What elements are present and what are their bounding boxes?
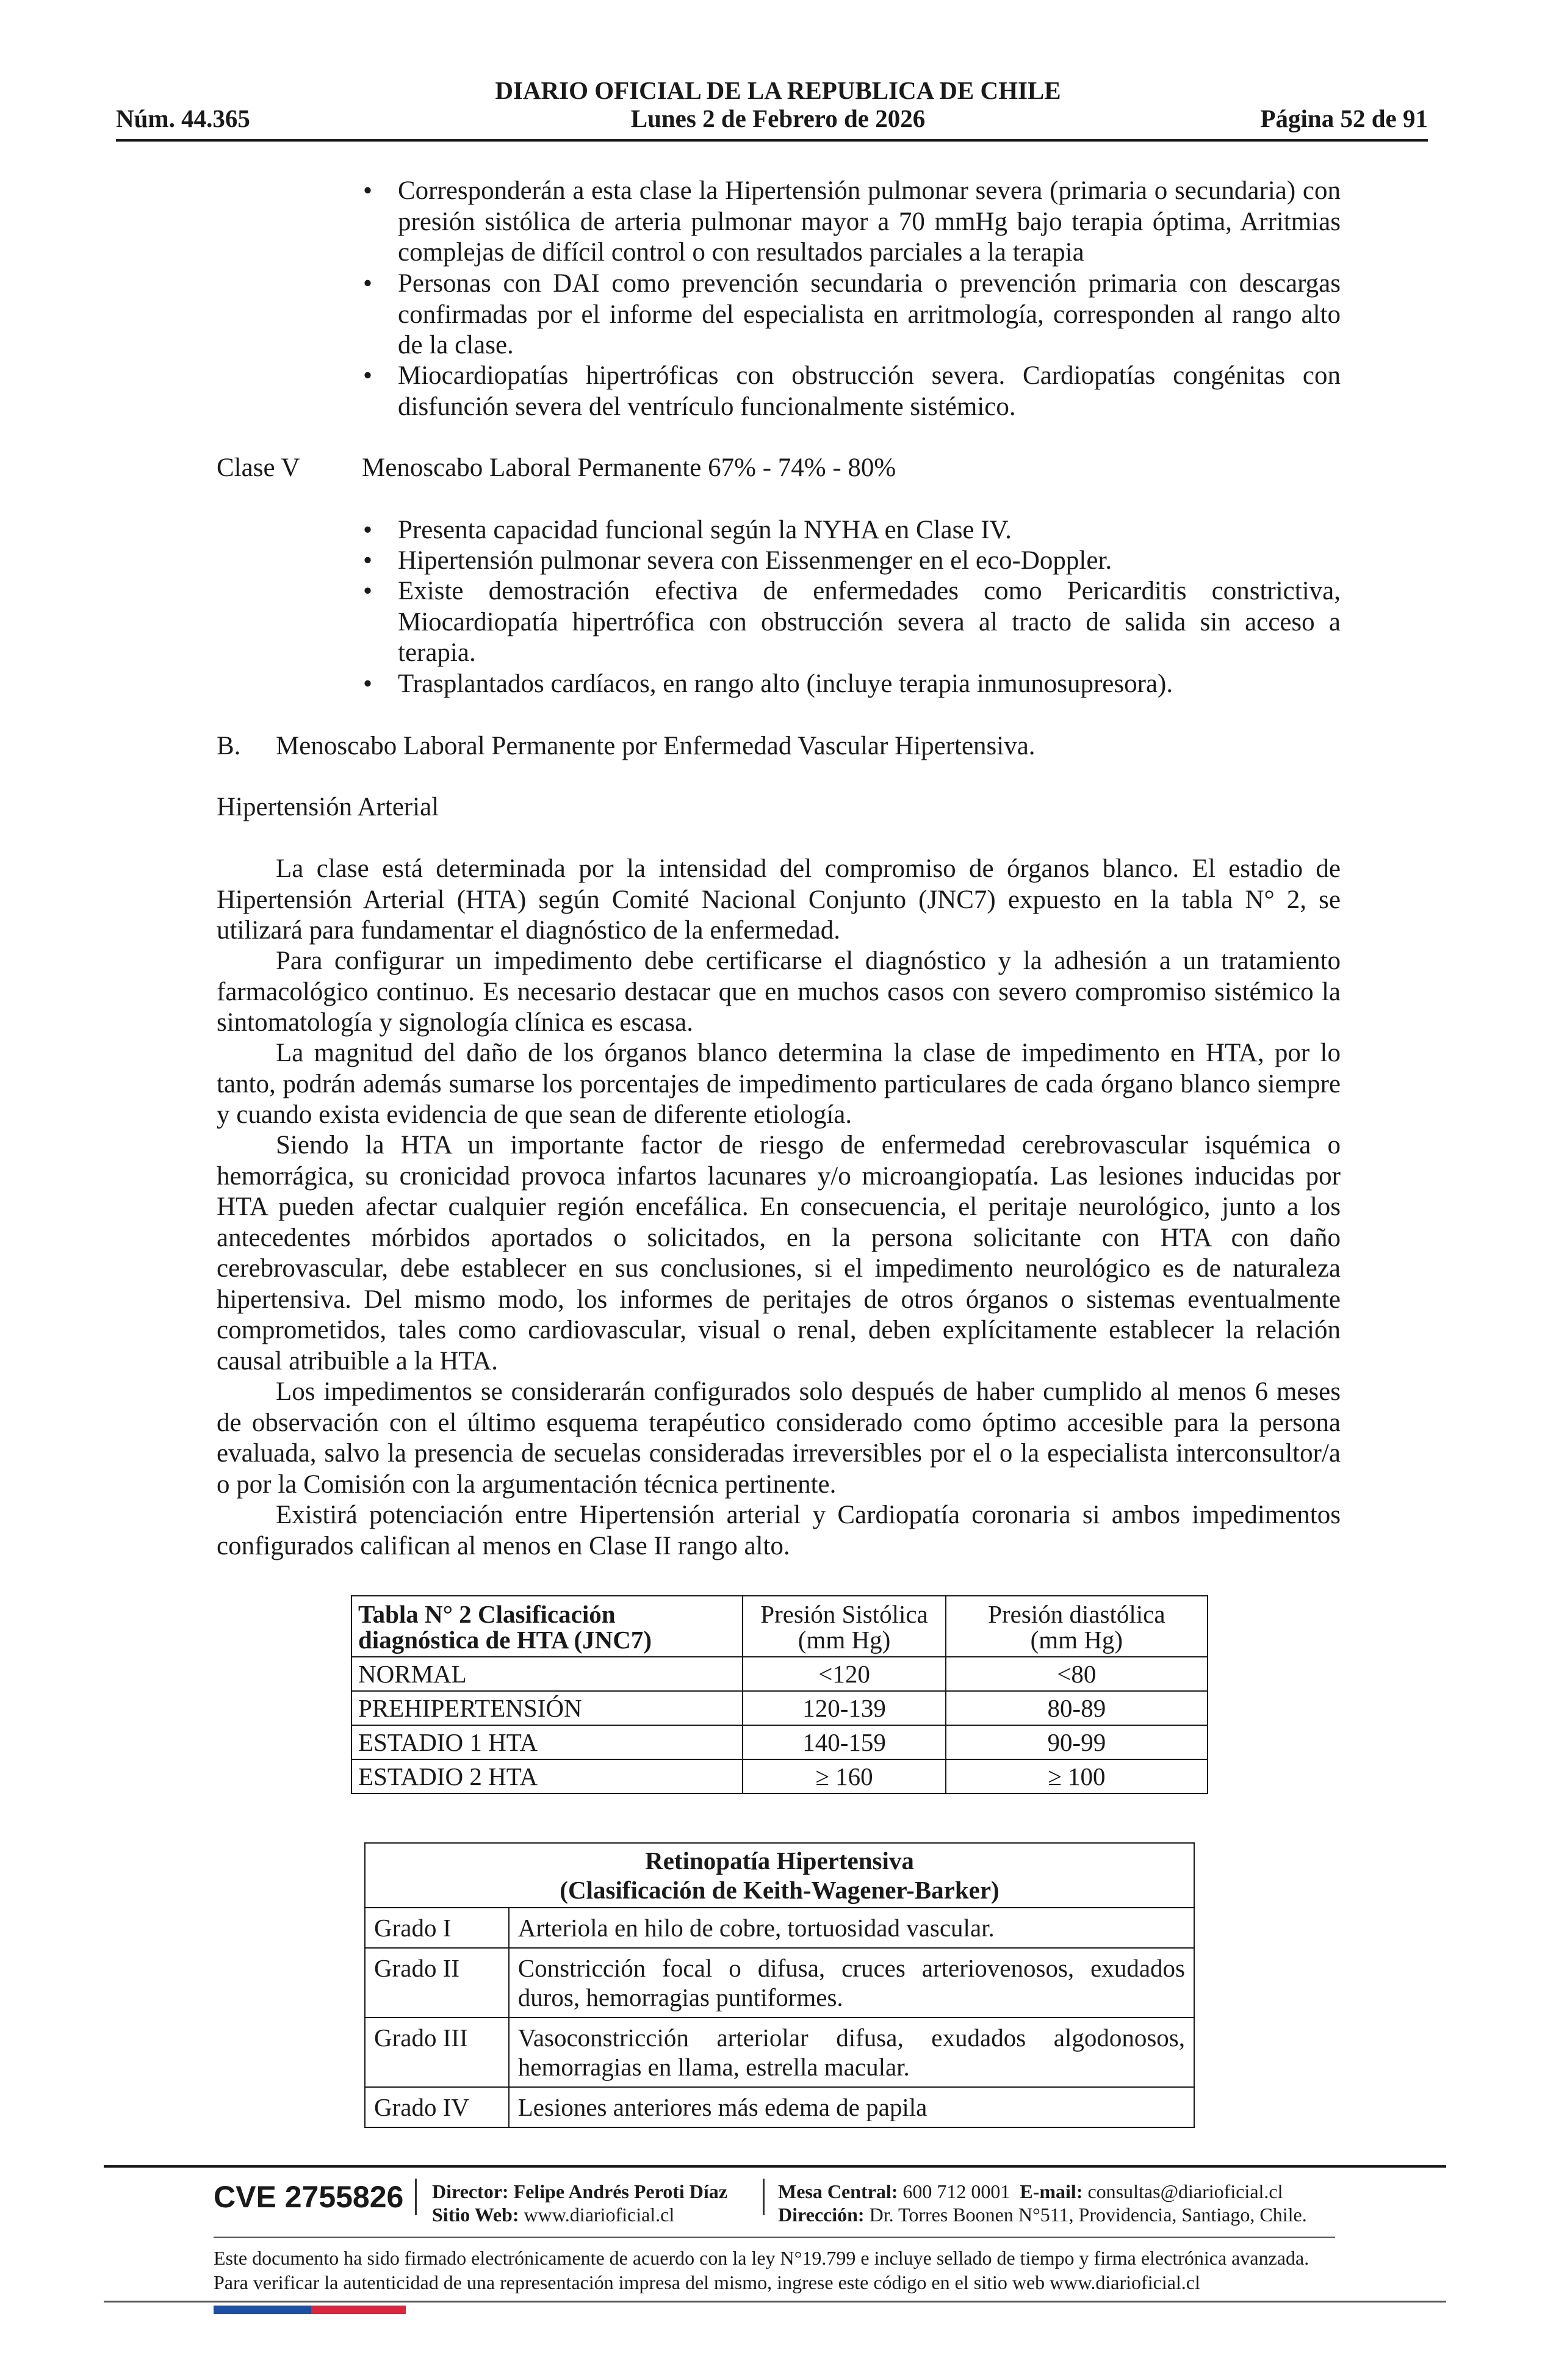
table3-title-cell: [365, 1843, 1194, 1908]
description-cell: Constricción focal o difusa, cruces arteriovenosos, exudados duros, hemorragias puntiformes.: [509, 1948, 1194, 2018]
grade-cell: Grado II: [365, 1948, 509, 2018]
page-number: Página 52 de 91: [1260, 104, 1428, 132]
email-link[interactable]: consultas@diarioficial.cl: [1087, 2180, 1283, 2202]
category-cell: ESTADIO 2 HTA: [351, 1759, 743, 1794]
subheading: Hipertensión Arterial: [217, 793, 439, 821]
publication-title: DIARIO OFICIAL DE LA REPUBLICA DE CHILE: [495, 76, 1061, 104]
paragraph-5: Los impedimentos se considerarán configurados solo después de haber cumplido al menos 6 meses de observación con el último esquema terapéutico considerado como óptimo accesible para la persona evaluada, salvo la presencia de secuelas consideradas irreversibles por el o la especialista interconsultor/a o por la Comisión con la argumentación técnica pertinente.: [217, 1377, 1341, 1499]
table-header-row: [351, 1596, 1208, 1657]
mesa-phone: 600 712 0001: [902, 2180, 1010, 2202]
bullet-icon: •: [363, 269, 373, 298]
address-text: Dr. Torres Boonen N°511, Providencia, Santiago, Chile.: [869, 2204, 1307, 2226]
bullet-icon: •: [363, 577, 373, 605]
table3-title-line2: (Clasificación de Keith-Wagener-Barker): [560, 1876, 1000, 1904]
bullet-icon: •: [363, 516, 373, 544]
clase-v-title: Menoscabo Laboral Permanente 67% - 74% - 80%: [362, 453, 896, 482]
systolic-cell: ≥ 160: [743, 1759, 945, 1794]
hta-classification-table: [351, 1595, 1208, 1794]
top-bullet-3: Miocardiopatías hipertróficas con obstrucción severa. Cardiopatías congénitas con disfunción severa del ventrículo funcionalmente sistémico.: [398, 361, 1341, 421]
paragraph-1: La clase está determinada por la intensidad del compromiso de órganos blanco. El estadio de Hipertensión Arterial (HTA) según Comité Nacional Conjunto (JNC7) expuesto en la tabla N° 2, se utilizará para fundamentar el diagnóstico de la enfermedad.: [217, 854, 1341, 945]
grade-cell: Grado III: [365, 2018, 509, 2087]
paragraph-2: Para configurar un impedimento debe certificarse el diagnóstico y la adhesión a un tratamiento farmacológico continuo. Es necesario destacar que en muchos casos con severo compromiso sistémico la sintomatología y signología clínica es escasa.: [217, 947, 1341, 1037]
table-row: [351, 1759, 1208, 1794]
description-cell: Vasoconstricción arteriolar difusa, exudados algodonosos, hemorragias en llama, estrella macular.: [509, 2018, 1194, 2087]
table2-title-line2: diagnóstica de HTA (JNC7): [358, 1626, 652, 1654]
site-link[interactable]: www.diarioficial.cl: [524, 2204, 675, 2226]
diastolic-cell: 80-89: [946, 1691, 1208, 1725]
systolic-header: [743, 1596, 945, 1657]
table-row: [365, 2018, 1194, 2087]
flag-bar-blue: [214, 2306, 311, 2314]
diastolic-header-line2: (mm Hg): [1030, 1626, 1123, 1654]
diastolic-header: [946, 1596, 1208, 1657]
table-row: [351, 1691, 1208, 1725]
table-row: [365, 1948, 1194, 2018]
systolic-cell: <120: [743, 1657, 945, 1691]
footer-director-block: [432, 2180, 727, 2226]
section-b-title: Menoscabo Laboral Permanente por Enfermedad Vascular Hipertensiva.: [276, 732, 1036, 760]
category-cell: NORMAL: [351, 1657, 743, 1691]
description-cell: Lesiones anteriores más edema de papila: [509, 2087, 1194, 2127]
paragraph-6: Existirá potenciación entre Hipertensión arterial y Cardiopatía coronaria si ambos impedimentos configurados califican al menos en Clase II rango alto.: [217, 1501, 1341, 1560]
footer-rule: [104, 2165, 1446, 2168]
bullet-icon: •: [363, 546, 373, 575]
footer-separator: [415, 2179, 417, 2215]
grade-cell: Grado I: [365, 1908, 509, 1948]
director-label: Director:: [432, 2180, 509, 2202]
top-bullet-1: Corresponderán a esta clase la Hipertensión pulmonar severa (primaria o secundaria) con presión sistólica de arteria pulmonar mayor a 70 mmHg bajo terapia óptima, Arritmias complejas de difícil control o con resultados parciales a la terapia: [398, 176, 1341, 267]
table-row: [351, 1657, 1208, 1691]
clase-v-bullet-1: Presenta capacidad funcional según la NYHA en Clase IV.: [398, 516, 1012, 544]
section-b-letter: B.: [217, 732, 241, 760]
footer-separator: [763, 2179, 765, 2215]
clase-v-label: Clase V: [217, 453, 300, 482]
description-cell: Arteriola en hilo de cobre, tortuosidad vascular.: [509, 1908, 1194, 1948]
cve-code: CVE 2755826: [214, 2180, 404, 2214]
systolic-cell: 120-139: [743, 1691, 945, 1725]
mesa-label: Mesa Central:: [778, 2180, 898, 2202]
diastolic-cell: <80: [946, 1657, 1208, 1691]
site-label: Sitio Web:: [432, 2204, 519, 2226]
address-label: Dirección:: [778, 2204, 865, 2226]
table-row: [365, 2087, 1194, 2127]
clase-v-bullet-2: Hipertensión pulmonar severa con Eissenmenger en el eco-Doppler.: [398, 546, 1112, 575]
paragraph-4: Siendo la HTA un importante factor de riesgo de enfermedad cerebrovascular isquémica o hemorrágica, su cronicidad provoca infartos lacunares y/o microangiopatía. Las lesiones inducidas por HTA pueden afectar cualquier región encefálica. En consecuencia, el peritaje neurológico, junto a los antecedentes mórbidos aportados o solicitados, en la persona solicitante con HTA con daño cerebrovascular, debe establecer en sus conclusiones, si el impedimento neurológico es de naturaleza hipertensiva. Del mismo modo, los informes de peritajes de otros órganos o sistemas eventualmente comprometidos, tales como cardiovascular, visual o renal, deben explícitamente establecer la relación causal atribuible a la HTA.: [217, 1131, 1341, 1376]
retinopathy-table: [364, 1842, 1195, 2128]
systolic-header-line1: Presión Sistólica: [760, 1600, 928, 1628]
footer-rule: [104, 2301, 1446, 2302]
table-row: [351, 1725, 1208, 1759]
category-cell: ESTADIO 1 HTA: [351, 1725, 743, 1759]
footer-contact-block: [778, 2180, 1307, 2226]
legal-notice: Este documento ha sido firmado electrónicamente de acuerdo con la ley N°19.799 e incluye sellado de tiempo y firma electrónica avanzada. Para verificar la autenticidad de una representación impresa del mismo, ingrese este código en el sitio web www.diarioficial.cl: [214, 2247, 1309, 2293]
director-name: Felipe Andrés Peroti Díaz: [513, 2180, 727, 2202]
email-label: E-mail:: [1020, 2180, 1083, 2202]
flag-bar-red: [311, 2306, 406, 2314]
bullet-icon: •: [363, 669, 373, 698]
systolic-cell: 140-159: [743, 1725, 945, 1759]
bullet-icon: •: [363, 176, 373, 205]
paragraph-3: La magnitud del daño de los órganos blanco determina la clase de impedimento en HTA, por lo tanto, podrán además sumarse los porcentajes de impedimento particulares de cada órgano blanco siempre y cuando exista evidencia de que sean de diferente etiología.: [217, 1039, 1341, 1129]
footer-rule: [214, 2237, 1335, 2238]
category-cell: PREHIPERTENSIÓN: [351, 1691, 743, 1725]
table3-title-line1: Retinopatía Hipertensiva: [645, 1847, 914, 1875]
table2-title-line1: Tabla N° 2 Clasificación: [358, 1600, 616, 1628]
systolic-header-line2: (mm Hg): [798, 1626, 891, 1654]
diastolic-header-line1: Presión diastólica: [988, 1600, 1165, 1628]
header-rule: [116, 139, 1428, 142]
table2-title-cell: [351, 1596, 743, 1657]
diastolic-cell: ≥ 100: [946, 1759, 1208, 1794]
bullet-icon: •: [363, 361, 373, 390]
issue-number: Núm. 44.365: [116, 104, 250, 132]
issue-date: Lunes 2 de Febrero de 2026: [630, 104, 926, 132]
grade-cell: Grado IV: [365, 2087, 509, 2127]
table-header-row: [365, 1843, 1194, 1908]
clase-v-bullet-4: Trasplantados cardíacos, en rango alto (incluye terapia inmunosupresora).: [398, 669, 1173, 698]
diastolic-cell: 90-99: [946, 1725, 1208, 1759]
top-bullet-2: Personas con DAI como prevención secundaria o prevención primaria con descargas confirmadas por el informe del especialista en arritmología, corresponden al rango alto de la clase.: [398, 269, 1341, 359]
clase-v-bullet-3: Existe demostración efectiva de enfermedades como Pericarditis constrictiva, Miocardiopatía hipertrófica con obstrucción severa al tracto de salida sin acceso a terapia.: [398, 577, 1341, 667]
table-row: [365, 1908, 1194, 1948]
